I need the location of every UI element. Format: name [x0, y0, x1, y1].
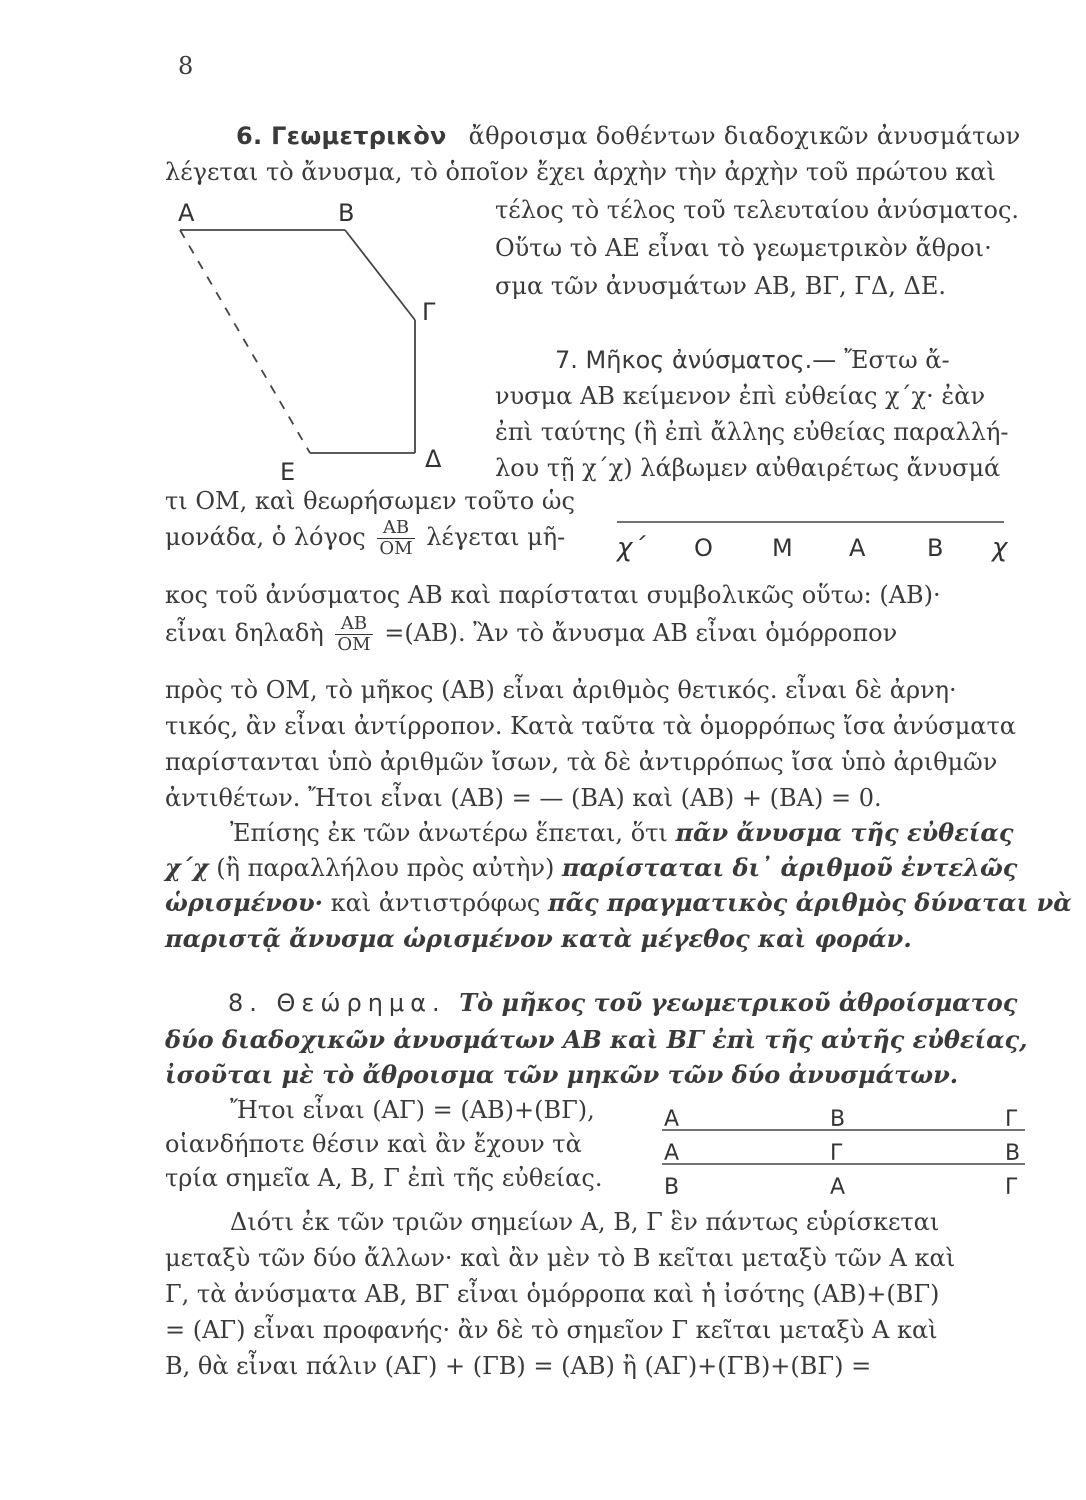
sec7-para2-line-2 — [165, 853, 1017, 882]
sec7-heading: 7. Μῆκος ἀνύσματος.— — [555, 346, 837, 374]
sec6-line-1 — [236, 122, 1021, 150]
fraction-denominator: ΟΜ — [379, 537, 413, 559]
sec8-line-11: Β, θὰ εἶναι πάλιν (ΑΓ) + (ΓΒ) = (ΑΒ) ἢ (ΑΓ)+(ΓΒ)+(ΒΓ) = — [165, 1352, 872, 1380]
sec8-line-7: Διότι ἐκ τῶν τριῶν σημείων Α, Β, Γ ἓν πάντως εὑρίσκεται — [230, 1208, 940, 1236]
sec6-heading: 6. Γεωμετρικὸν — [236, 122, 447, 150]
fraction-numerator: ΑΒ — [382, 517, 410, 538]
label-b: B — [338, 199, 355, 227]
row3-p1: Β — [664, 1175, 680, 1196]
sec8-line-6: τρία σημεῖα Α, Β, Γ ἐπὶ τῆς εὐθείας. — [165, 1164, 603, 1192]
sec8-line-9: Γ, τὰ ἀνύσματα ΑΒ, ΒΓ εἶναι ὁμόρροπα καὶ ἡ ἰσότης (ΑΒ)+(ΒΓ) — [165, 1280, 940, 1308]
sec6-text: ἄθροισμα δοθέντων διαδοχικῶν ἀνυσμάτων — [468, 122, 1021, 150]
sec8-line-2: δύο διαδοχικῶν ἀνυσμάτων ΑΒ καὶ ΒΓ ἐπὶ τῆς αὐτῆς εὐθείας, — [165, 1025, 1028, 1054]
sec8-theorem-text: Τὸ μῆκος τοῦ γεωμετρικοῦ ἀθροίσματος — [459, 988, 1018, 1017]
sec7-line-5: τι ΟΜ, καὶ θεωρήσωμεν τοῦτο ὡς — [165, 487, 575, 515]
sec6-line-4: Οὕτω τὸ ΑΕ εἶναι τὸ γεωμετρικὸν ἄθροι· — [495, 234, 992, 262]
label-e: E — [280, 458, 296, 485]
axis-label-b: B — [927, 534, 944, 562]
label-a: A — [178, 199, 195, 227]
sec7-line-8 — [165, 614, 897, 655]
axis-label-x: χ — [992, 533, 1008, 563]
axis-label-a: A — [849, 534, 866, 562]
p2-l3-emph-2: πᾶς πραγματικὸς ἀριθμὸς δύναται νὰ — [548, 888, 1072, 917]
row3-p3: Γ — [1005, 1175, 1018, 1196]
fraction-numerator-2: ΑΒ — [340, 613, 368, 634]
sec8-line-4: Ἤτοι εἶναι (ΑΓ) = (ΑΒ)+(ΒΓ), — [230, 1096, 595, 1124]
sec8-line-3: ἰσοῦται μὲ τὸ ἄθροισμα τῶν μηκῶν τῶν δύο ἀνυσμάτων. — [165, 1060, 959, 1089]
sec7-line-8-pre: εἶναι δηλαδὴ — [165, 618, 324, 647]
sec6-line-5: σμα τῶν ἀνυσμάτων ΑΒ, ΒΓ, ΓΔ, ΔΕ. — [495, 272, 947, 300]
sec8-heading: 8. Θεώρημα. — [228, 989, 446, 1017]
fraction-ab-om — [377, 518, 414, 559]
page-number: 8 — [178, 52, 194, 80]
row2-p1: Α — [664, 1141, 680, 1166]
sec7-line-3: ἐπὶ ταύτης (ἢ ἐπὶ ἄλλης εὐθείας παραλλή- — [495, 418, 1009, 446]
point-order-figure — [660, 1096, 1030, 1196]
sec7-line-6-pre: μονάδα, ὁ λόγος — [165, 522, 366, 551]
sec7-para2-line-1 — [230, 818, 1013, 847]
vector-ae — [180, 230, 310, 453]
p2-l2-var: χ΄χ — [165, 853, 209, 882]
axis-label-o: O — [694, 534, 713, 562]
vector-sum-figure — [170, 195, 460, 485]
row2-p3: Β — [1005, 1141, 1021, 1166]
p2-l1-normal: Ἐπίσης ἐκ τῶν ἀνωτέρω ἕπεται, ὅτι — [230, 819, 668, 847]
sec7-line-4: λου τῇ χ΄χ) λάβωμεν αὐθαιρέτως ἄνυσμά — [495, 454, 1001, 482]
sec7-line-6 — [165, 518, 565, 559]
fraction-denominator-2: ΟΜ — [337, 633, 371, 655]
p2-l2-emph: παρίσταται δι᾽ ἀριθμοῦ ἐντελῶς — [562, 853, 1018, 882]
vector-bg — [345, 230, 415, 320]
label-d: Δ — [425, 445, 442, 473]
p2-l3-emph: ὡρισμένου· — [165, 888, 323, 917]
axis-figure — [612, 516, 1022, 576]
sec7-line-2: νυσμα ΑΒ κείμενον ἐπὶ εὐθείας χ΄χ· ἐὰν — [495, 382, 986, 410]
sec7-line-6-post: λέγεται μῆ- — [426, 522, 566, 551]
row1-p1: Α — [664, 1107, 680, 1132]
row2-p2: Γ — [830, 1141, 843, 1166]
sec7-para2-line-3 — [165, 888, 1072, 917]
label-g: Γ — [422, 298, 436, 326]
axis-label-m: M — [772, 534, 793, 562]
sec7-line-9: πρὸς τὸ ΟΜ, τὸ μῆκος (ΑΒ) εἶναι ἀριθμὸς θετικός. εἶναι δὲ ἀρνη· — [165, 676, 957, 704]
sec7-line-12: ἀντιθέτων. Ἤτοι εἶναι (ΑΒ) = — (ΒΑ) καὶ (ΑΒ) + (ΒΑ) = 0. — [165, 784, 882, 812]
row1-p3: Γ — [1005, 1107, 1018, 1132]
sec7-text: Ἔστω ἄ- — [844, 346, 950, 374]
sec7-line-8-post: =(ΑΒ). Ἂν τὸ ἄνυσμα ΑΒ εἶναι ὁμόρροπον — [384, 618, 898, 647]
fraction-ab-om-2 — [335, 614, 372, 655]
sec8-line-10: = (ΑΓ) εἶναι προφανής· ἂν δὲ τὸ σημεῖον Γ κεῖται μεταξὺ Α καὶ — [165, 1316, 938, 1344]
sec6-line-2: λέγεται τὸ ἄνυσμα, τὸ ὁποῖον ἔχει ἀρχὴν τὴν ἀρχὴν τοῦ πρώτου καὶ — [165, 158, 996, 186]
sec6-line-3: τέλος τὸ τέλος τοῦ τελευταίου ἀνύσματος. — [495, 196, 1020, 224]
p2-l3-normal: καὶ ἀντιστρόφως — [330, 889, 541, 917]
sec7-line-1 — [555, 346, 950, 374]
axis-label-xprime: χ΄ — [617, 533, 646, 563]
row1-p2: Β — [830, 1107, 846, 1132]
p2-l1-emph: πᾶν ἄνυσμα τῆς εὐθείας — [675, 818, 1014, 847]
sec8-line-5: οἱανδήποτε θέσιν καὶ ἂν ἔχουν τὰ — [165, 1130, 582, 1158]
sec8-line-1 — [228, 988, 1017, 1017]
sec7-line-10: τικός, ἂν εἶναι ἀντίρροπον. Κατὰ ταῦτα τὰ ὁμορρόπως ἴσα ἀνύσματα — [165, 712, 1016, 740]
row3-p2: Α — [830, 1175, 846, 1196]
p2-l2-normal: (ἢ παραλλήλου πρὸς αὐτὴν) — [216, 854, 555, 882]
sec7-line-11: παρίστανται ὑπὸ ἀριθμῶν ἴσων, τὰ δὲ ἀντιρρόπως ἴσα ὑπὸ ἀριθμῶν — [165, 748, 998, 776]
sec7-para2-line-4: παριστᾷ ἄνυσμα ὡρισμένον κατὰ μέγεθος καὶ φοράν. — [165, 924, 912, 953]
sec7-line-7: κος τοῦ ἀνύσματος ΑΒ καὶ παρίσταται συμβολικῶς οὕτω: (ΑΒ)· — [165, 581, 941, 609]
sec8-line-8: μεταξὺ τῶν δύο ἄλλων· καὶ ἂν μὲν τὸ Β κεῖται μεταξὺ τῶν Α καὶ — [165, 1244, 956, 1272]
